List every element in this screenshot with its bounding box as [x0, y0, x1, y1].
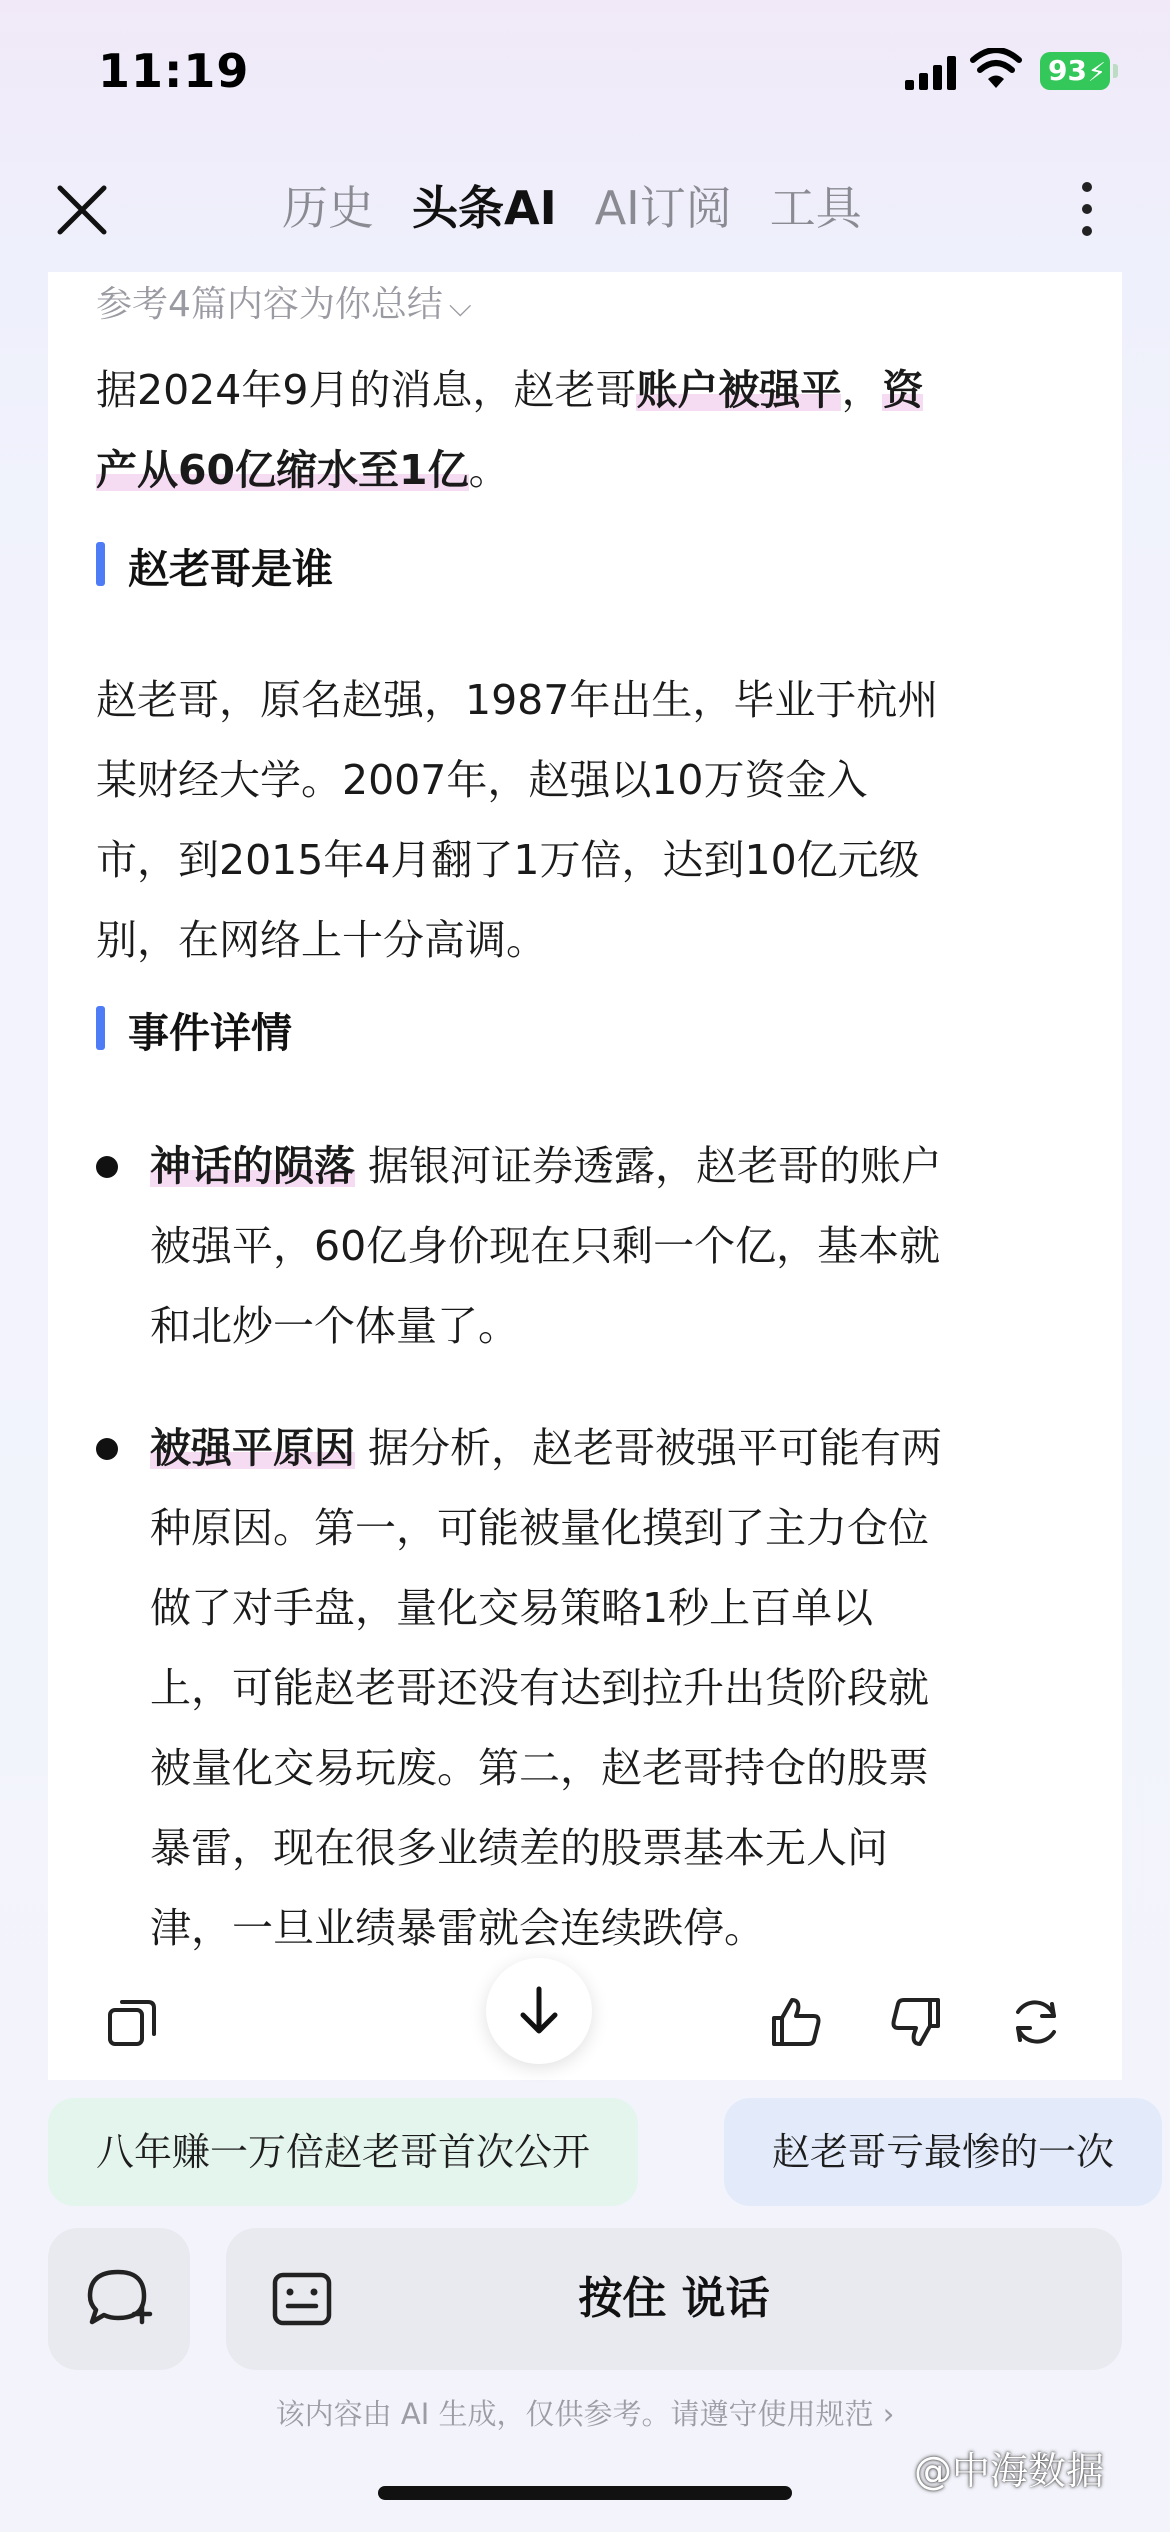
- tab-toutiao-ai[interactable]: 头条AI: [412, 181, 557, 235]
- suggestion-chip[interactable]: 赵老哥亏最惨的一次: [724, 2098, 1162, 2206]
- tab-tools[interactable]: 工具: [769, 181, 862, 235]
- watermark: @中海数据: [914, 2449, 1105, 2493]
- bullet-dot: [96, 1156, 118, 1178]
- paragraph-line: 做了对手盘，量化交易策略1秒上百单以: [150, 1584, 874, 1632]
- voice-label: 按住 说话: [578, 2273, 770, 2324]
- reference-summary[interactable]: [96, 276, 472, 327]
- answer-card: [48, 272, 1122, 2080]
- cellular-signal-icon: [905, 56, 959, 90]
- paragraph-line: 津，一旦业绩暴雷就会连续跌停。: [150, 1904, 765, 1952]
- copy-icon[interactable]: [104, 1994, 160, 2050]
- paragraph-line: 上，可能赵老哥还没有达到拉升出货阶段就: [150, 1664, 929, 1712]
- intro-paragraph: [96, 350, 923, 510]
- ai-disclaimer[interactable]: 该内容由 AI 生成，仅供参考。请遵守使用规范 ›: [275, 2397, 895, 2431]
- list-item: [150, 1408, 1122, 1968]
- charging-bolt-icon: ⚡: [1087, 58, 1106, 88]
- intro-highlight: 账户被强平: [636, 366, 842, 414]
- bullet-dot: [96, 1438, 118, 1460]
- battery-icon: [1040, 52, 1110, 90]
- section-heading: 赵老哥是谁: [96, 536, 333, 595]
- list-item: [150, 1126, 1122, 1366]
- battery-level: 93: [1048, 54, 1087, 87]
- section-heading: 事件详情: [96, 1000, 292, 1059]
- suggestion-chip[interactable]: 八年赚一万倍赵老哥首次公开: [48, 2098, 638, 2206]
- thumbs-up-icon[interactable]: [768, 1994, 824, 2050]
- close-icon[interactable]: [52, 180, 112, 240]
- paragraph-line: 被量化交易玩废。第二，赵老哥持仓的股票: [150, 1744, 929, 1792]
- paragraph-line: 和北炒一个体量了。: [150, 1302, 519, 1350]
- arrow-down-icon: [515, 1985, 563, 2037]
- top-nav: [0, 160, 1170, 256]
- chevron-down-icon: ⌵: [448, 289, 472, 324]
- intro-text: 。: [468, 446, 510, 494]
- bullet-title: 神话的陨落: [150, 1142, 355, 1190]
- regenerate-icon[interactable]: [1008, 1994, 1064, 2050]
- intro-text: ，: [841, 366, 883, 414]
- tab-bar: [282, 176, 862, 240]
- paragraph-line: 市，到2015年4月翻了1万倍，达到10亿元级: [96, 836, 920, 884]
- reference-text: 参考4篇内容为你总结: [96, 284, 443, 325]
- thumbs-down-icon[interactable]: [888, 1994, 944, 2050]
- tab-ai-subscription[interactable]: AI订阅: [594, 181, 732, 235]
- paragraph-line: 被强平，60亿身价现在只剩一个亿，基本就: [150, 1222, 941, 1270]
- home-indicator: [378, 2486, 792, 2500]
- tab-history[interactable]: 历史: [282, 181, 374, 235]
- paragraph-line: 某财经大学。2007年，赵强以10万资金入: [96, 756, 868, 804]
- paragraph-line: 据银河证券透露，赵老哥的账户: [355, 1142, 943, 1190]
- status-time: 11:19: [98, 44, 250, 98]
- paragraph-line: 据分析，赵老哥被强平可能有两: [355, 1424, 943, 1472]
- section1-paragraph: [96, 660, 1096, 980]
- paragraph-line: 别，在网络上十分高调。: [96, 916, 547, 964]
- hold-to-talk-button[interactable]: [226, 2228, 1122, 2370]
- intro-text: 据2024年9月的消息，赵老哥: [96, 366, 637, 414]
- wifi-icon: [970, 48, 1022, 90]
- more-menu-icon[interactable]: [1072, 176, 1102, 242]
- new-chat-button[interactable]: [48, 2228, 190, 2370]
- intro-highlight: 资: [882, 366, 924, 414]
- paragraph-line: 种原因。第一，可能被量化摸到了主力仓位: [150, 1504, 929, 1552]
- paragraph-line: 暴雷，现在很多业绩差的股票基本无人问: [150, 1824, 888, 1872]
- new-chat-icon: [84, 2264, 154, 2334]
- intro-highlight: 产从60亿缩水至1亿: [96, 446, 469, 494]
- paragraph-line: 赵老哥，原名赵强，1987年出生，毕业于杭州: [96, 676, 939, 724]
- status-bar: [0, 0, 1170, 150]
- bullet-title: 被强平原因: [150, 1424, 355, 1472]
- scroll-down-button[interactable]: [486, 1958, 592, 2064]
